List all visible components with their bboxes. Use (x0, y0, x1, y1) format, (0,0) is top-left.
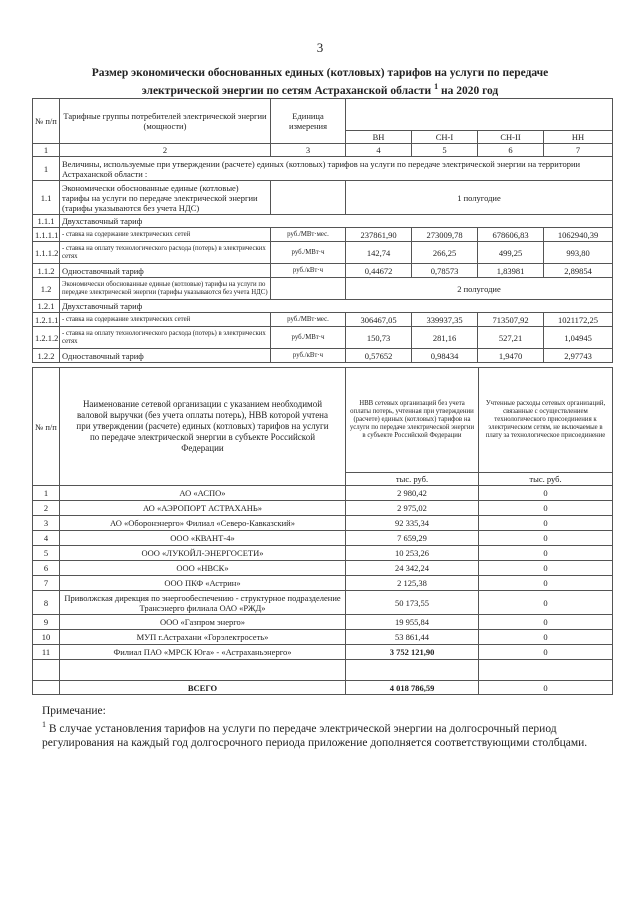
value-sn1: 281,16 (412, 327, 478, 349)
org-num: 9 (33, 615, 60, 630)
org-nvv: 7 659,29 (346, 531, 479, 546)
org-name: ООО «НВСК» (60, 561, 346, 576)
row-unit: руб./МВт·ч (271, 327, 346, 349)
org-row (33, 561, 613, 576)
unit-nvv: тыс. руб. (346, 473, 479, 486)
row-num: 1.1.1.1 (33, 228, 60, 242)
half-1-row (33, 181, 613, 215)
org-num: 2 (33, 501, 60, 516)
title-line-2: электрической энергии по сетям Астраханской области $^1$ на 2020 год (141, 82, 499, 97)
header-voltage-span (346, 99, 613, 131)
org-header-nvv: НВВ сетевых организаций без учета оплаты потерь, учтенная при утверждении (расчете) единых (котловых) тарифов на услуги по передаче электрической энергии в субъекте Российской Федерации (346, 368, 479, 473)
value-nn: 1062940,39 (544, 228, 613, 242)
value-nn: 1021172,25 (544, 313, 613, 327)
value-vn: 0,44672 (346, 264, 412, 278)
voltage-sn1: СН-I (412, 131, 478, 144)
organizations-table (32, 367, 613, 695)
tariff-row (33, 228, 613, 242)
unit-costs: тыс. руб. (479, 473, 613, 486)
org-name: ООО «ЛУКОЙЛ-ЭНЕРГОСЕТИ» (60, 546, 346, 561)
row-num: 1.1.2 (33, 264, 60, 278)
row-num: 1.2.1.2 (33, 327, 60, 349)
empty-cell (271, 278, 346, 300)
row-label: - ставка на содержание электрических сетей (60, 313, 271, 327)
half-2-label: Экономически обоснованные единые (котловые) тарифы на услуги по передаче электрической энергии (тарифы указываются без учета НДС) (60, 278, 271, 300)
tariff-row (33, 313, 613, 327)
header-unit: Единица измерения (271, 99, 346, 144)
org-costs: 0 (479, 501, 613, 516)
row-num: 1.1 (33, 181, 60, 215)
value-sn2: 713507,92 (478, 313, 544, 327)
org-costs: 0 (479, 615, 613, 630)
org-row (33, 516, 613, 531)
org-nvv: 50 173,55 (346, 591, 479, 615)
org-row (33, 645, 613, 660)
org-nvv: 19 955,84 (346, 615, 479, 630)
org-nvv: 2 975,02 (346, 501, 479, 516)
value-sn2: 1,9470 (478, 349, 544, 363)
footnote-mark: 1 (434, 82, 439, 91)
org-num: 5 (33, 546, 60, 561)
org-name: ООО ПКФ «Астрин» (60, 576, 346, 591)
org-row (33, 531, 613, 546)
org-num: 7 (33, 576, 60, 591)
value-vn: 306467,05 (346, 313, 412, 327)
org-num: 11 (33, 645, 60, 660)
value-sn1: 0,98434 (412, 349, 478, 363)
tariff-row (33, 264, 613, 278)
org-row (33, 591, 613, 615)
org-header-costs: Учтенные расходы сетевых организаций, связанные с осуществлением технологического присоединения к электрическим сетям, не включаемые в плату за технологическое присоединение (479, 368, 613, 473)
voltage-sn2: СН-II (478, 131, 544, 144)
value-vn: 237861,90 (346, 228, 412, 242)
row-num: 1.2 (33, 278, 60, 300)
voltage-vn: ВН (346, 131, 412, 144)
note-block (42, 704, 602, 750)
value-nn: 993,80 (544, 242, 613, 264)
row-label: Одноставочный тариф (60, 349, 271, 363)
row-num: 1.1.1.2 (33, 242, 60, 264)
empty-cell (33, 660, 60, 681)
section-1-text: Величины, используемые при утверждении (расчете) единых (котловых) тарифов на услуги по передаче электрической энергии на территории Астраханской области : (60, 157, 613, 181)
value-sn1: 0,78573 (412, 264, 478, 278)
total-nvv: 4 018 786,59 (346, 681, 479, 695)
value-nn: 2,97743 (544, 349, 613, 363)
section-1-row (33, 157, 613, 181)
org-row (33, 501, 613, 516)
col-number: 6 (478, 144, 544, 157)
org-header-name: Наименование сетевой организации с указанием необходимой валовой выручки (без учета оплаты потерь), НВВ которой учтена при утверждении (расчете) единых (котловых) тарифов на услуги по передаче электрической энергии в субъекте Российской Федерации (60, 368, 346, 486)
value-sn2: 1,83981 (478, 264, 544, 278)
org-costs: 0 (479, 630, 613, 645)
title-line-1: Размер экономически обоснованных единых (котловых) тарифов на услуги по передаче (91, 67, 549, 79)
tariff-header-row (33, 99, 613, 131)
org-row (33, 630, 613, 645)
org-row (33, 486, 613, 501)
row-unit: руб./МВт·ч (271, 242, 346, 264)
row-label: Одноставочный тариф (60, 264, 271, 278)
org-num: 4 (33, 531, 60, 546)
note-mark: 1 (42, 720, 46, 729)
row-label: - ставка на содержание электрических сетей (60, 228, 271, 242)
org-row (33, 576, 613, 591)
row-num: 1.2.1.1 (33, 313, 60, 327)
value-vn: 142,74 (346, 242, 412, 264)
row-num: 1.1.1 (33, 215, 60, 228)
org-costs: 0 (479, 516, 613, 531)
col-number: 1 (33, 144, 60, 157)
org-nvv: 2 980,42 (346, 486, 479, 501)
col-number: 4 (346, 144, 412, 157)
value-sn1: 266,25 (412, 242, 478, 264)
org-name: АО «АСПО» (60, 486, 346, 501)
two-part-label: Двухставочный тариф (60, 300, 613, 313)
value-sn1: 339937,35 (412, 313, 478, 327)
org-costs: 0 (479, 576, 613, 591)
header-num: № п/п (33, 99, 60, 144)
org-costs: 0 (479, 561, 613, 576)
empty-cell (479, 660, 613, 681)
value-vn: 0,57652 (346, 349, 412, 363)
empty-cell (271, 181, 346, 215)
value-vn: 150,73 (346, 327, 412, 349)
org-nvv: 10 253,26 (346, 546, 479, 561)
tariff-row (33, 327, 613, 349)
value-sn2: 678606,83 (478, 228, 544, 242)
empty-cell (346, 660, 479, 681)
row-unit: руб./кВт·ч (271, 264, 346, 278)
tariff-table (32, 98, 613, 363)
org-header-num: № п/п (33, 368, 60, 486)
org-nvv: 2 125,38 (346, 576, 479, 591)
org-spacer-row (33, 660, 613, 681)
page-number: 3 (316, 40, 324, 55)
row-label: - ставка на оплату технологического расхода (потерь) в электрических сетях (60, 242, 271, 264)
org-row (33, 546, 613, 561)
value-sn2: 527,21 (478, 327, 544, 349)
col-number: 7 (544, 144, 613, 157)
org-name: ООО «Газпром энерго» (60, 615, 346, 630)
row-unit: руб./кВт·ч (271, 349, 346, 363)
row-num: 1 (33, 157, 60, 181)
note-text: В случае установления тарифов на услуги по передаче электрической энергии на долгосрочный период регулирования на каждый год долгосрочного периода приложение дополняется соответствующими столбцами. (42, 722, 588, 749)
header-groups: Тарифные группы потребителей электрической энергии (мощности) (60, 99, 271, 144)
org-name: ООО «КВАНТ-4» (60, 531, 346, 546)
half-2-two-part-row (33, 300, 613, 313)
org-nvv: 24 342,24 (346, 561, 479, 576)
half-2-period: 2 полугодие (346, 278, 613, 300)
org-costs: 0 (479, 546, 613, 561)
row-num: 1.2.2 (33, 349, 60, 363)
row-num: 1.2.1 (33, 300, 60, 313)
total-costs: 0 (479, 681, 613, 695)
org-costs: 0 (479, 591, 613, 615)
value-sn2: 499,25 (478, 242, 544, 264)
empty-cell (33, 681, 60, 695)
org-header-row (33, 368, 613, 473)
row-unit: руб./МВт·мес. (271, 313, 346, 327)
org-nvv: 92 335,34 (346, 516, 479, 531)
two-part-label: Двухставочный тариф (60, 215, 613, 228)
org-num: 10 (33, 630, 60, 645)
value-sn1: 273009,78 (412, 228, 478, 242)
half-2-row (33, 278, 613, 300)
col-number: 2 (60, 144, 271, 157)
total-label: ВСЕГО (60, 681, 346, 695)
document-title (40, 66, 600, 98)
note-text-block (42, 718, 602, 750)
value-nn: 1,04945 (544, 327, 613, 349)
org-nvv: 53 861,44 (346, 630, 479, 645)
half-1-two-part-row (33, 215, 613, 228)
row-label: - ставка на оплату технологического расхода (потерь) в электрических сетях (60, 327, 271, 349)
org-costs: 0 (479, 645, 613, 660)
org-name: МУП г.Астрахани «Горэлектросеть» (60, 630, 346, 645)
tariff-row (33, 349, 613, 363)
org-name: АО «Оборонэнерго» Филиал «Северо-Кавказский» (60, 516, 346, 531)
col-number: 3 (271, 144, 346, 157)
org-name: Приволжская дирекция по энергообеспечению - структурное подразделение Трансэнерго филиала ОАО «РЖД» (60, 591, 346, 615)
org-num: 8 (33, 591, 60, 615)
row-unit: руб./МВт·мес. (271, 228, 346, 242)
note-heading: Примечание: (42, 705, 106, 717)
half-1-period: 1 полугодие (346, 181, 613, 215)
org-num: 1 (33, 486, 60, 501)
column-numbers-row (33, 144, 613, 157)
col-number: 5 (412, 144, 478, 157)
total-row (33, 681, 613, 695)
org-num: 3 (33, 516, 60, 531)
org-costs: 0 (479, 486, 613, 501)
empty-cell (60, 660, 346, 681)
value-nn: 2,89854 (544, 264, 613, 278)
org-row (33, 615, 613, 630)
voltage-nn: НН (544, 131, 613, 144)
org-nvv: 3 752 121,90 (346, 645, 479, 660)
org-name: Филиал ПАО «МРСК Юга» - «Астраханьэнерго» (60, 645, 346, 660)
org-name: АО «АЭРОПОРТ АСТРАХАНЬ» (60, 501, 346, 516)
org-num: 6 (33, 561, 60, 576)
org-costs: 0 (479, 531, 613, 546)
half-1-label: Экономически обоснованные единые (котловые) тарифы на услуги по передаче электрической энергии (тарифы указываются без учета НДС) (60, 181, 271, 215)
tariff-row (33, 242, 613, 264)
